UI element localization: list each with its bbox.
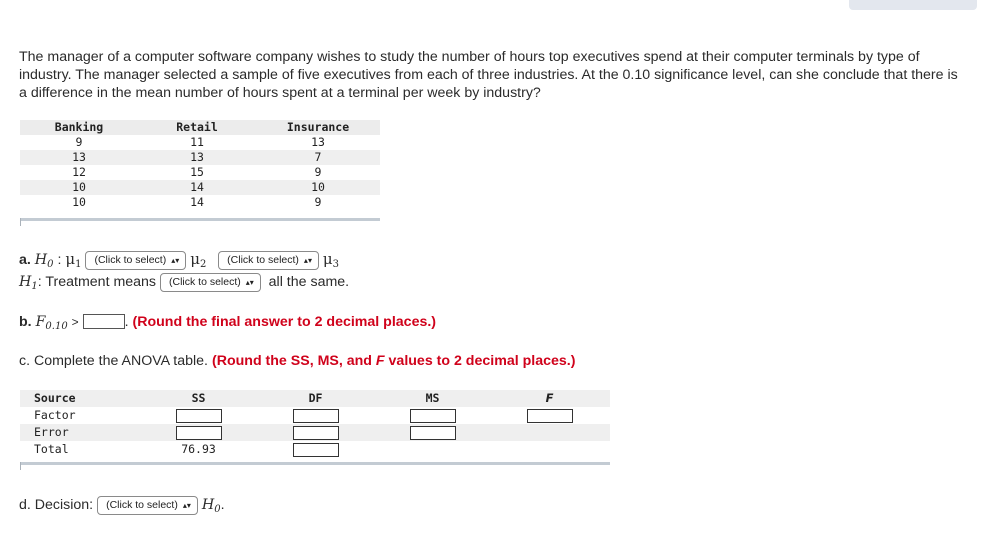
part-b-label: b. <box>19 314 32 330</box>
header-df: DF <box>308 391 323 405</box>
table-row <box>20 180 380 195</box>
ms-factor-input[interactable] <box>410 409 456 423</box>
select-arrows-icon: ▴▾ <box>171 256 180 265</box>
mu1-symbol: $\mu_1$ <box>65 250 82 270</box>
anova-header <box>20 390 610 407</box>
cell: 14 <box>190 180 204 194</box>
anova-divider-tick <box>20 462 21 470</box>
table-row <box>20 135 380 150</box>
cell: 13 <box>72 150 86 164</box>
decision-h0-symbol: $H_0$ <box>201 497 221 515</box>
df-factor-input[interactable] <box>293 409 339 423</box>
ss-factor-input[interactable] <box>176 409 222 423</box>
part-d <box>19 496 225 515</box>
h0-select-2[interactable]: (Click to select) ▴▾ <box>218 251 319 270</box>
df-error-input[interactable] <box>293 426 339 440</box>
h0-symbol: $H_0$ <box>34 252 54 270</box>
cell: 15 <box>190 165 204 179</box>
header-banking: Banking <box>54 120 104 134</box>
gt-sign: > <box>71 315 79 329</box>
source-error: Error <box>34 425 69 439</box>
cell: 10 <box>72 195 86 209</box>
cell: 11 <box>190 135 204 149</box>
f-critical-symbol: $F_{0.10}$ <box>35 314 68 332</box>
select-arrows-icon: ▴▾ <box>182 501 191 510</box>
h1-tail: all the same. <box>268 274 350 290</box>
cell: 9 <box>314 195 322 209</box>
cell: 7 <box>314 150 322 164</box>
select-arrows-icon: ▴▾ <box>245 278 254 287</box>
f-critical-input[interactable] <box>83 314 125 329</box>
data-table <box>20 120 380 210</box>
anova-row-error <box>20 424 610 441</box>
h0-select-1[interactable]: (Click to select) ▴▾ <box>85 251 186 270</box>
part-c-text: c. Complete the ANOVA table. <box>19 353 209 369</box>
ms-error-input[interactable] <box>410 426 456 440</box>
anova-divider <box>20 462 610 465</box>
data-table-header <box>20 120 380 135</box>
table-divider <box>20 218 380 221</box>
cell: 10 <box>72 180 86 194</box>
ss-total-value: 76.93 <box>181 442 216 456</box>
table-row <box>20 195 380 210</box>
header-insurance: Insurance <box>286 120 350 134</box>
table-divider-tick <box>20 218 21 226</box>
part-a-label: a. <box>19 252 31 268</box>
cell: 9 <box>314 165 322 179</box>
part-d-text: d. Decision: <box>19 497 94 513</box>
top-button[interactable] <box>849 0 977 10</box>
h1-text: : Treatment means <box>37 274 157 290</box>
header-ss: SS <box>191 391 206 405</box>
part-c <box>19 353 575 369</box>
part-c-instruction: (Round the SS, MS, and F values to 2 decimal places.) <box>211 353 576 369</box>
anova-row-total <box>20 441 610 458</box>
ss-error-input[interactable] <box>176 426 222 440</box>
f-factor-input[interactable] <box>527 409 573 423</box>
cell: 14 <box>190 195 204 209</box>
mu3-symbol: $\mu_3$ <box>322 250 340 270</box>
decision-select[interactable]: (Click to select) ▴▾ <box>97 496 198 515</box>
cell: 12 <box>72 165 86 179</box>
part-a-h1 <box>19 273 349 292</box>
h1-select[interactable]: (Click to select) ▴▾ <box>160 273 261 292</box>
anova-table <box>20 390 610 458</box>
mu2-symbol: $\mu_2$ <box>190 250 207 270</box>
h1-symbol: $H_1$ <box>19 274 38 292</box>
cell: 10 <box>311 180 325 194</box>
cell: 13 <box>311 135 325 149</box>
part-b-instruction: (Round the final answer to 2 decimal places.) <box>132 314 437 330</box>
anova-row-factor <box>20 407 610 424</box>
part-b: b. $F_{0.10}$ > . (Round the final answer to 2 decimal places.) <box>19 314 437 332</box>
header-source: Source <box>34 391 76 405</box>
decision-period: . <box>220 497 225 513</box>
cell: 9 <box>75 135 83 149</box>
header-f: F <box>545 391 554 405</box>
df-total-input[interactable] <box>293 443 339 457</box>
header-ms: MS <box>425 391 440 405</box>
header-retail: Retail <box>176 120 218 134</box>
part-a-h0: a. $H_0$ : $\mu_1$ (Click to select) ▴▾ $\mu_2$ (Click to select) ▴▾ $\mu_3$ <box>19 250 340 270</box>
source-factor: Factor <box>34 408 76 422</box>
question-text: The manager of a computer software company wishes to study the number of hours top executives spend at their computer terminals by type of industry. The manager selected a sample of five executives from each of three industries. At the 0.10 significance level, can she conclude that there is a difference in the mean number of hours spent at a terminal per week by industry? <box>19 49 958 101</box>
source-total: Total <box>34 442 69 456</box>
select-arrows-icon: ▴▾ <box>303 256 312 265</box>
table-row <box>20 150 380 165</box>
table-row <box>20 165 380 180</box>
cell: 13 <box>190 150 204 164</box>
